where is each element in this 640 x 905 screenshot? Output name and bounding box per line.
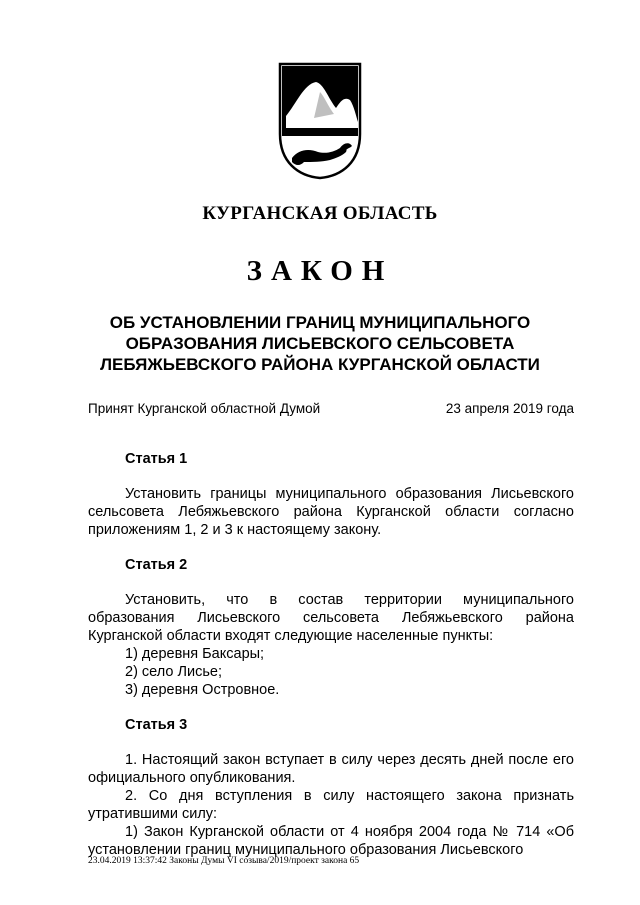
law-title-line: ОБРАЗОВАНИЯ ЛИСЬЕВСКОГО СЕЛЬСОВЕТА bbox=[125, 334, 515, 353]
list-item: 2) село Лисье; bbox=[125, 664, 222, 680]
law-body bbox=[88, 450, 574, 859]
list-item: 1) деревня Баксары; bbox=[125, 646, 265, 662]
article-1-heading: Статья 1 bbox=[125, 451, 188, 467]
law-title bbox=[60, 312, 580, 375]
document-footer: 23.04.2019 13:37:42 Законы Думы VI созыва/2019/проект закона 65 bbox=[88, 856, 360, 866]
law-heading: ЗАКОН bbox=[246, 255, 394, 287]
article-2-heading: Статья 2 bbox=[125, 557, 188, 573]
region-heading: КУРГАНСКАЯ ОБЛАСТЬ bbox=[202, 203, 438, 224]
article-3-heading: Статья 3 bbox=[125, 717, 188, 733]
adoption-info bbox=[88, 401, 574, 416]
law-title-line: ЛЕБЯЖЬЕВСКОГО РАЙОНА КУРГАНСКОЙ ОБЛАСТИ bbox=[100, 355, 540, 374]
list-item: 3) деревня Островное. bbox=[125, 682, 280, 698]
law-title-line: ОБ УСТАНОВЛЕНИИ ГРАНИЦ МУНИЦИПАЛЬНОГО bbox=[109, 313, 531, 332]
article-2-paragraph: Установить, что в состав территории муниципального образования Лисьевского сельсовета Лебяжьевского района Курганской области входят следующие населенные пункты: bbox=[88, 592, 574, 644]
article-3-paragraph: 1) Закон Курганской области от 4 ноября 2004 года № 714 «Об установлении границ муниципального образования Лисьевского bbox=[88, 824, 574, 858]
article-3-paragraph: 2. Со дня вступления в силу настоящего закона признать утратившими силу: bbox=[88, 788, 574, 822]
article-1-paragraph: Установить границы муниципального образования Лисьевского сельсовета Лебяжьевского района Курганской области согласно приложениям 1, 2 и 3 к настоящему закону. bbox=[88, 486, 574, 538]
kurgan-coat-of-arms-icon bbox=[278, 62, 362, 180]
adopted-by-text: Принят Курганской областной Думой bbox=[88, 401, 321, 416]
article-3-paragraph: 1. Настоящий закон вступает в силу через десять дней после его официального опубликования. bbox=[88, 752, 574, 786]
adoption-date: 23 апреля 2019 года bbox=[445, 401, 574, 416]
